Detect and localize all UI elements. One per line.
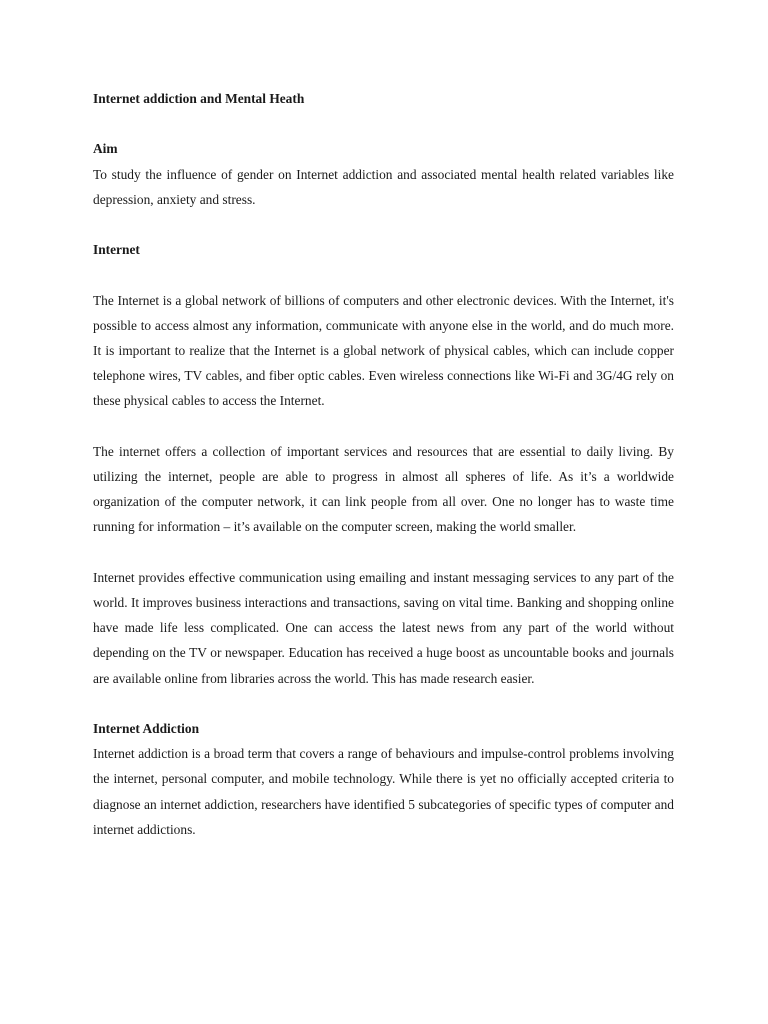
paragraph-internet-definition: The Internet is a global network of billions of computers and other electronic devices. With the Internet, it's possible to access almost any information, communicate with anyone else in the world, and do much more. It is important to realize that the Internet is a global network of physical cables, which can include copper telephone wires, TV cables, and fiber optic cables. Even wireless connections like Wi-Fi and 3G/4G rely on these physical cables to access the Internet. <box>93 292 674 409</box>
spacer <box>93 212 674 237</box>
paragraph-aim: To study the influence of gender on Internet addiction and associated mental health related variables like depression, anxiety and stress. <box>93 166 674 207</box>
spacer <box>93 414 674 439</box>
section-heading-aim: Aim <box>93 141 118 157</box>
paragraph-internet-communication: Internet provides effective communication using emailing and instant messaging services to any part of the world. It improves business interactions and transactions, saving on vital time. Banking and shopping online have made life less complicated. One can access the latest news from any part of the world without depending on the TV or newspaper. Education has received a huge boost as uncountable books and journals are available online from libraries across the world. This has made research easier. <box>93 569 674 686</box>
paragraph-internet-services: The internet offers a collection of important services and resources that are essential to daily living. By utilizing the internet, people are able to progress in almost all spheres of life. As it’s a worldwide organization of the computer network, it can link people from all over. One no longer has to waste time running for information – it’s available on the computer screen, making the world smaller. <box>93 443 674 535</box>
spacer <box>93 111 674 136</box>
paragraph-internet-addiction: Internet addiction is a broad term that covers a range of behaviours and impulse-control problems involving the internet, personal computer, and mobile technology. While there is yet no officially accepted criteria to diagnose an internet addiction, researchers have identified 5 subcategories of specific types of computer and internet addictions. <box>93 746 674 837</box>
section-heading-internet: Internet <box>93 242 140 258</box>
section-heading-internet-addiction: Internet Addiction <box>93 720 200 736</box>
document-title: Internet addiction and Mental Heath <box>93 91 305 106</box>
spacer <box>93 540 674 565</box>
spacer <box>93 262 674 287</box>
document-body <box>93 86 674 842</box>
spacer <box>93 691 674 716</box>
